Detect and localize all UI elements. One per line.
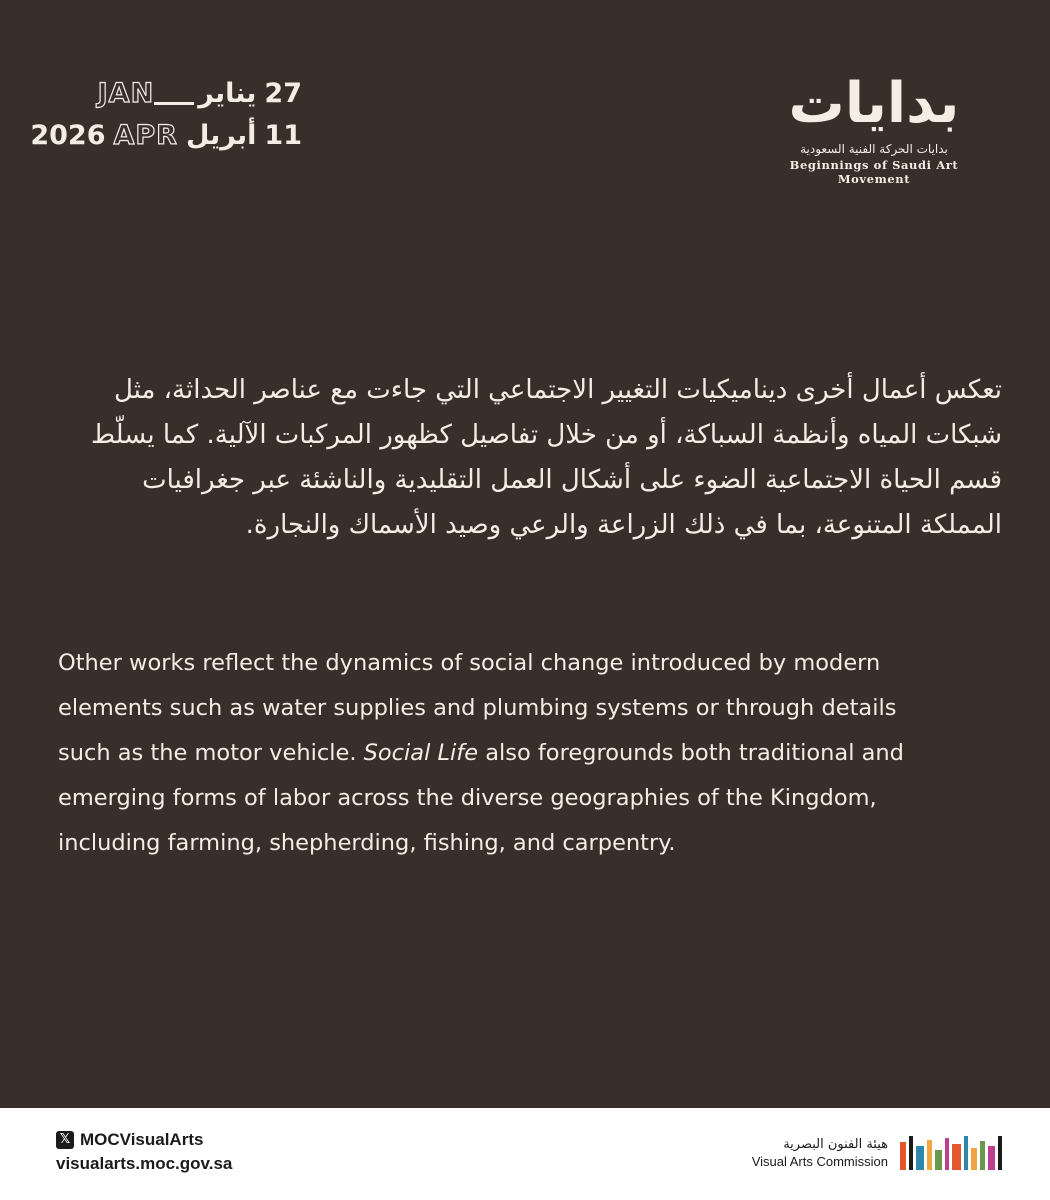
english-description [58, 641, 938, 866]
end-year: 2026 [30, 119, 106, 151]
end-day: 11 [264, 119, 302, 151]
logo-subtitle-en: Beginnings of Saudi Art Movement [789, 158, 959, 186]
visual-arts-commission-logo [752, 1136, 1004, 1170]
arabic-description [52, 368, 1002, 548]
handle-text: MOCVisualArts [80, 1130, 204, 1149]
commission-name-ar: هيئة الفنون البصرية [783, 1137, 888, 1152]
start-date [52, 72, 302, 114]
bidayat-logo [754, 71, 994, 186]
start-day: 27 [264, 77, 302, 109]
social-handle[interactable] [56, 1130, 203, 1150]
section-title-italic: Social Life [363, 740, 479, 766]
footer-bar [0, 1108, 1050, 1200]
kashida-stroke [154, 102, 194, 105]
commission-name [752, 1137, 888, 1169]
start-month-en: JAN [97, 77, 155, 109]
end-date [30, 114, 302, 156]
commission-name-en: Visual Arts Commission [751, 1154, 888, 1169]
arabic-paragraph: تعكس أعمال أخرى ديناميكيات التغيير الاجتماعي التي جاءت مع عناصر الحداثة، مثل شبكات المياه وأنظمة السباكة، أو من خلال تفاصيل كظهور المركبات الآلية. كما يسلّط قسم الحياة الاجتماعية الضوء على أشكال العمل التقليدية والناشئة عبر جغرافيات المملكة المتنوعة، بما في ذلك الزراعة والرعي وصيد الأسماك والنجارة. [90, 375, 1002, 540]
x-logo-icon: 𝕏 [56, 1131, 74, 1149]
english-text-part-1: Other works reflect the dynamics of social change introduced by modern elements such as water supplies and plumbing systems or through details such as the motor vehicle. [58, 650, 897, 766]
start-month-ar: يناير [198, 77, 257, 109]
english-text-part-2: also foregrounds both traditional and emerging forms of labor across the diverse geographies of the Kingdom, including farming, shepherding, fishing, and carpentry. [58, 740, 904, 856]
end-month-en: APR [113, 119, 178, 151]
exhibition-dates [30, 72, 302, 156]
logo-title-ar: بدايات [788, 71, 960, 136]
vac-emblem-icon [900, 1136, 1004, 1170]
english-paragraph [58, 641, 938, 866]
logo-subtitle-ar: بدايات الحركة الفنية السعودية [800, 142, 948, 156]
end-month-ar: أبريل [185, 119, 257, 151]
website-link[interactable]: visualarts.moc.gov.sa [56, 1154, 233, 1173]
